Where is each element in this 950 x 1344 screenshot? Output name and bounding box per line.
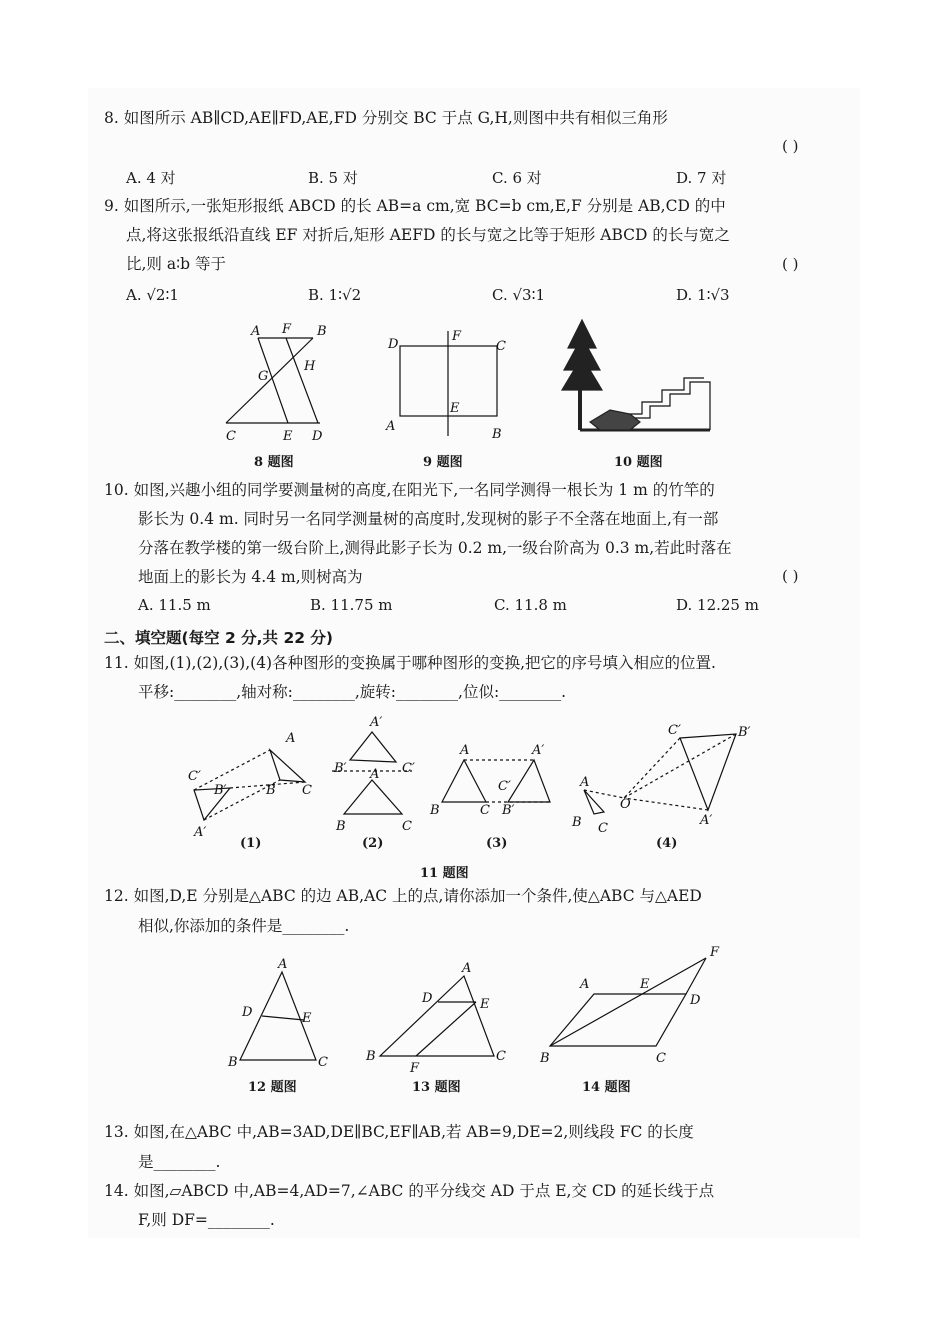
fig11-4-label-c: C [598,821,608,836]
fig11-1-label-c: C [302,783,312,798]
q8-text: 8. 如图所示 AB∥CD,AE∥FD,AE,FD 分别交 BC 于点 G,H,则图中共有相似三角形 [104,109,668,127]
fig11-sub-caption-2: (2) [362,836,384,851]
fig11-3-label-a-prime: A′ [532,743,545,758]
q9-option-b: B. 1∶√2 [308,286,362,304]
q10-line-1: 10. 如图,兴趣小组的同学要测量树的高度,在阳光下,一名同学测得一根长为 1 m 的竹竿的 [104,481,715,499]
fig13-label-d: D [422,991,433,1006]
fig11-1-label-a-prime: A′ [194,825,207,840]
fig11-4-label-b-prime: B′ [738,725,751,740]
fig14-label-a: A [580,977,590,992]
q9-line-3: 比,则 a∶b 等于 [126,255,226,273]
fig8-label-f: F [282,322,292,337]
figure-10-tree-illustration [560,318,720,448]
q10-answer-paren: ( ) [782,567,799,585]
fig11-4-label-a-prime: A′ [700,813,713,828]
fig14-label-b: B [540,1051,550,1066]
fig8-label-c: C [226,429,236,444]
fig11-4-label-c-prime: C′ [668,723,681,738]
figures-12-13-14 [220,945,720,1076]
fig11-2-label-b-prime: B′ [334,761,347,776]
fig11-2-label-c: C [402,819,412,834]
fig12-label-d: D [242,1005,253,1020]
fig11-3-label-c-prime: C′ [498,779,511,794]
fig14-label-c: C [656,1051,666,1066]
fig11-3-label-b: B [430,803,440,818]
q11-line-1: 11. 如图,(1),(2),(3),(4)各种图形的变换属于哪种图形的变换,把它的序号填入相应的位置. [104,654,716,672]
q9-option-d: D. 1∶√3 [676,286,730,304]
fig8-label-h: H [304,359,316,374]
q10-option-d: D. 12.25 m [676,596,759,614]
fig12-label-b: B [228,1055,238,1070]
fig8-caption: 8 题图 [254,455,294,470]
q12-line-2: 相似,你添加的条件是________. [138,917,350,935]
q8-answer-paren: ( ) [782,137,799,155]
q14-line-1: 14. 如图,▱ABCD 中,AB=4,AD=7,∠ABC 的平分线交 AD 于点 E,交 CD 的延长线于点 [104,1182,715,1200]
q9-answer-paren: ( ) [782,255,799,273]
q10-option-c: C. 11.8 m [494,596,567,614]
q8-option-d: D. 7 对 [676,169,727,187]
fig11-2-label-b: B [336,819,346,834]
fig8-label-e: E [283,429,293,444]
tree-icon [562,320,602,390]
q12-line-1: 12. 如图,D,E 分别是△ABC 的边 AB,AC 上的点,请你添加一个条件,使△ABC 与△AED [104,887,702,905]
fig9-label-a: A [386,419,396,434]
q11-line-2: 平移:________,轴对称:________,旋转:________,位似:________. [138,683,567,701]
fig11-1-label-c-prime: C′ [188,769,201,784]
fig8-label-g: G [258,369,269,384]
fig9-label-e: E [450,401,460,416]
q9-line-2: 点,将这张报纸沿直线 EF 对折后,矩形 AEFD 的长与宽之比等于矩形 ABCD 的长与宽之 [126,226,730,244]
fig11-sub-caption-4: (4) [656,836,678,851]
q8-option-c: C. 6 对 [492,169,542,187]
fig11-caption: 11 题图 [420,866,469,881]
q10-option-b: B. 11.75 m [310,596,393,614]
fig14-caption: 14 题图 [582,1080,631,1095]
q13-line-1: 13. 如图,在△ABC 中,AB=3AD,DE∥BC,EF∥AB,若 AB=9,DE=2,则线段 FC 的长度 [104,1123,694,1141]
fig10-caption: 10 题图 [614,455,663,470]
fig11-4-label-b: B [572,815,582,830]
fig13-label-b: B [366,1049,376,1064]
fig11-sub-caption-1: (1) [240,836,262,851]
fig9-label-d: D [388,337,399,352]
fig13-label-a: A [462,961,472,976]
fig11-3-label-c: C [480,803,490,818]
q10-line-3: 分落在教学楼的第一级台阶上,测得此影子长为 0.2 m,一级台阶高为 0.3 m,若此时落在 [138,539,732,557]
fig11-1-label-a: A [286,731,296,746]
q10-line-4: 地面上的影长为 4.4 m,则树高为 [138,568,363,586]
fig11-1-label-b: B [266,783,276,798]
fig9-caption: 9 题图 [423,455,463,470]
fig14-label-d: D [690,993,701,1008]
fig11-2-label-a: A [370,767,380,782]
fig12-label-e: E [302,1011,312,1026]
fig12-label-a: A [278,957,288,972]
fig11-sub-caption-3: (3) [486,836,508,851]
figure-9 [380,326,510,446]
fig11-2-label-a-prime: A′ [370,715,383,730]
q14-line-2: F,则 DF=________. [138,1211,275,1229]
section-2-title: 二、填空题(每空 2 分,共 22 分) [104,629,333,647]
q8-option-a: A. 4 对 [126,169,176,187]
fig14-label-e: E [640,977,650,992]
q9-line-1: 9. 如图所示,一张矩形报纸 ABCD 的长 AB=a cm,宽 BC=b cm,E,F 分别是 AB,CD 的中 [104,197,726,215]
q9-option-c: C. √3∶1 [492,286,546,304]
fig11-1-label-b-prime: B′ [214,783,227,798]
fig13-caption: 13 题图 [412,1080,461,1095]
fig13-label-e: E [480,997,490,1012]
fig11-4-label-o: O [620,797,631,812]
fig8-label-d: D [312,429,323,444]
fig12-caption: 12 题图 [248,1080,297,1095]
fig11-2-label-c-prime: C′ [402,761,415,776]
q13-line-2: 是________. [138,1153,221,1171]
fig9-label-f: F [452,329,462,344]
fig9-label-b: B [492,427,502,442]
q10-option-a: A. 11.5 m [138,596,211,614]
fig14-label-f: F [710,945,720,960]
fig11-3-label-b-prime: B′ [502,803,515,818]
fig12-label-c: C [318,1055,328,1070]
q10-line-2: 影长为 0.4 m. 同时另一名同学测量树的高度时,发现树的影子不全落在地面上,有一部 [138,510,719,528]
fig13-label-f: F [410,1061,420,1076]
fig11-3-label-a: A [460,743,470,758]
fig8-label-b: B [317,324,327,339]
fig11-4-label-a: A [580,775,590,790]
fig13-label-c: C [496,1049,506,1064]
q8-option-b: B. 5 对 [308,169,358,187]
q9-option-a: A. √2∶1 [126,286,179,304]
figure-8 [218,318,338,448]
fig8-label-a: A [251,324,261,339]
fig9-label-c: C [496,339,506,354]
